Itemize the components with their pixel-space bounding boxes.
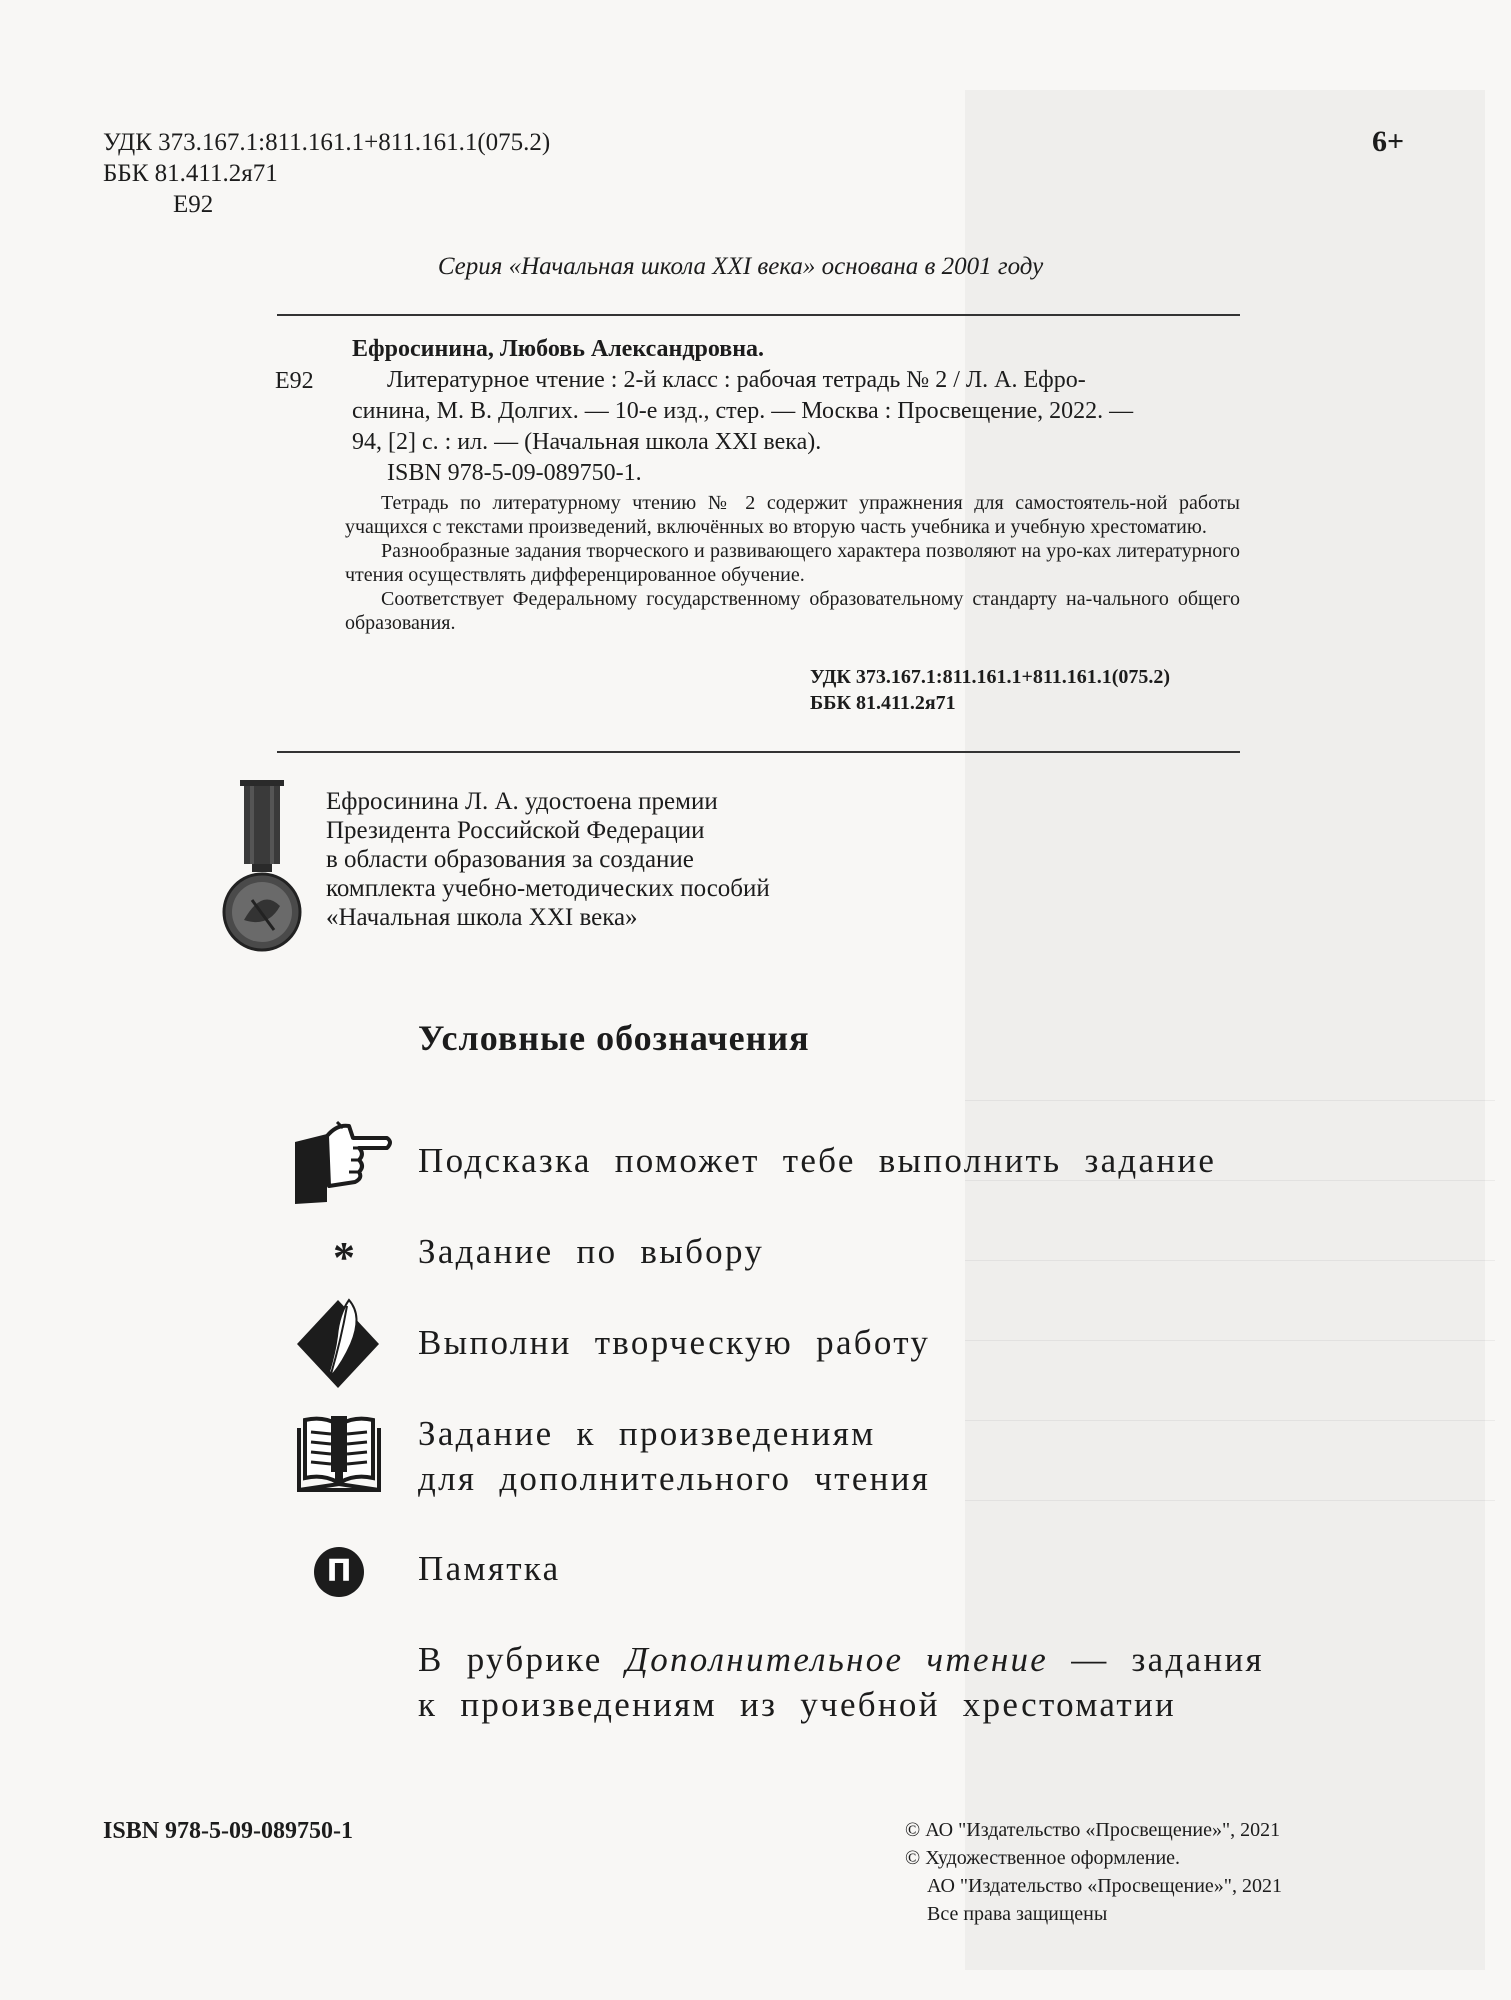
legend-item-extra-reading-2: для дополнительного чтения: [418, 1459, 931, 1498]
card-author: Ефросинина, Любовь Александровна.: [352, 336, 765, 362]
ghost-rule: [965, 1260, 1495, 1261]
rubric-line-2: к произведениям из учебной хрестоматии: [418, 1685, 1176, 1724]
rubric-name: Дополнительное чтение: [625, 1640, 1049, 1679]
copyright-line: АО "Издательство «Просвещение»", 2021: [927, 1875, 1282, 1897]
header-codes: [103, 127, 550, 220]
legend-title: Условные обозначения: [418, 1018, 810, 1058]
card-title-line: синина, М. В. Долгих. — 10-е изд., стер. — Москва : Просвещение, 2022. —: [352, 398, 1134, 424]
letter-p-circle-icon: П: [314, 1547, 364, 1597]
rubric-suffix: — задания: [1048, 1640, 1264, 1679]
footer-isbn: ISBN 978-5-09-089750-1: [103, 1818, 353, 1844]
ghost-rule: [965, 1500, 1495, 1501]
open-book-icon: [293, 1410, 385, 1499]
age-rating: 6+: [1372, 125, 1405, 158]
ghost-rule: [965, 1100, 1495, 1101]
legend-item-creative: Выполни творческую работу: [418, 1323, 931, 1362]
rubric-line-1: [418, 1640, 1264, 1680]
award-line: «Начальная школа XXI века»: [326, 904, 638, 931]
asterisk-icon: *: [333, 1233, 355, 1282]
ghost-rule: [965, 1340, 1495, 1341]
annotation-paragraph: Разнообразные задания творческого и развивающего характера позволяют на уро-ках литературного чтения осуществлять дифференцированное обучение.: [345, 540, 1240, 586]
award-line: комплекта учебно-методических пособий: [326, 875, 770, 902]
copyright-line: © АО "Издательство «Просвещение»", 2021: [905, 1819, 1281, 1841]
legend-item-extra-reading-1: Задание к произведениям: [418, 1414, 876, 1453]
card-udk: УДК 373.167.1:811.161.1+811.161.1(075.2): [810, 666, 1171, 688]
header-bbk: ББК 81.411.2я71: [103, 160, 278, 187]
ghost-rule: [965, 1420, 1495, 1421]
card-bbk: ББК 81.411.2я71: [810, 692, 956, 714]
catalog-card: [277, 334, 1240, 489]
copyright-line: © Художественное оформление.: [905, 1847, 1181, 1869]
feather-diamond-icon: [293, 1296, 383, 1397]
legend-item-hint: Подсказка поможет тебе выполнить задание: [418, 1141, 1217, 1180]
card-annotation: [345, 491, 1240, 635]
medal-icon: [222, 780, 302, 965]
header-udk: УДК 373.167.1:811.161.1+811.161.1(075.2): [103, 129, 551, 156]
copyright-block: [905, 1816, 1282, 1928]
series-line: Серия «Начальная школа XXI века» основана в 2001 году: [437, 253, 1044, 280]
pointing-hand-icon: [293, 1120, 393, 1209]
divider-top: [277, 314, 1240, 316]
card-title-line: Литературное чтение : 2-й класс : рабочая тетрадь № 2 / Л. А. Ефро-: [387, 367, 1086, 393]
card-title-line: 94, [2] с. : ил. — (Начальная школа XXI века).: [352, 429, 822, 455]
card-classification: [810, 664, 1170, 716]
card-code: Е92: [275, 368, 314, 394]
award-line: Ефросинина Л. А. удостоена премии: [326, 788, 718, 815]
divider-bottom: [277, 751, 1240, 753]
legend-item-optional: Задание по выбору: [418, 1232, 765, 1271]
legend-item-memo: Памятка: [418, 1549, 561, 1588]
header-code: Е92: [173, 191, 214, 218]
annotation-paragraph: Соответствует Федеральному государственному образовательному стандарту на-чального общего образования.: [345, 588, 1240, 634]
award-line: Президента Российской Федерации: [326, 817, 705, 844]
copyright-line: Все права защищены: [927, 1903, 1108, 1925]
rubric-prefix: В рубрике: [418, 1640, 626, 1679]
card-isbn: ISBN 978-5-09-089750-1.: [387, 460, 642, 486]
annotation-paragraph: Тетрадь по литературному чтению № 2 содержит упражнения для самостоятель-ной работы учащихся с текстами произведений, включённых во вторую часть учебника и учебную хрестоматию.: [345, 492, 1240, 538]
award-text: [326, 787, 770, 932]
award-line: в области образования за создание: [326, 846, 694, 873]
